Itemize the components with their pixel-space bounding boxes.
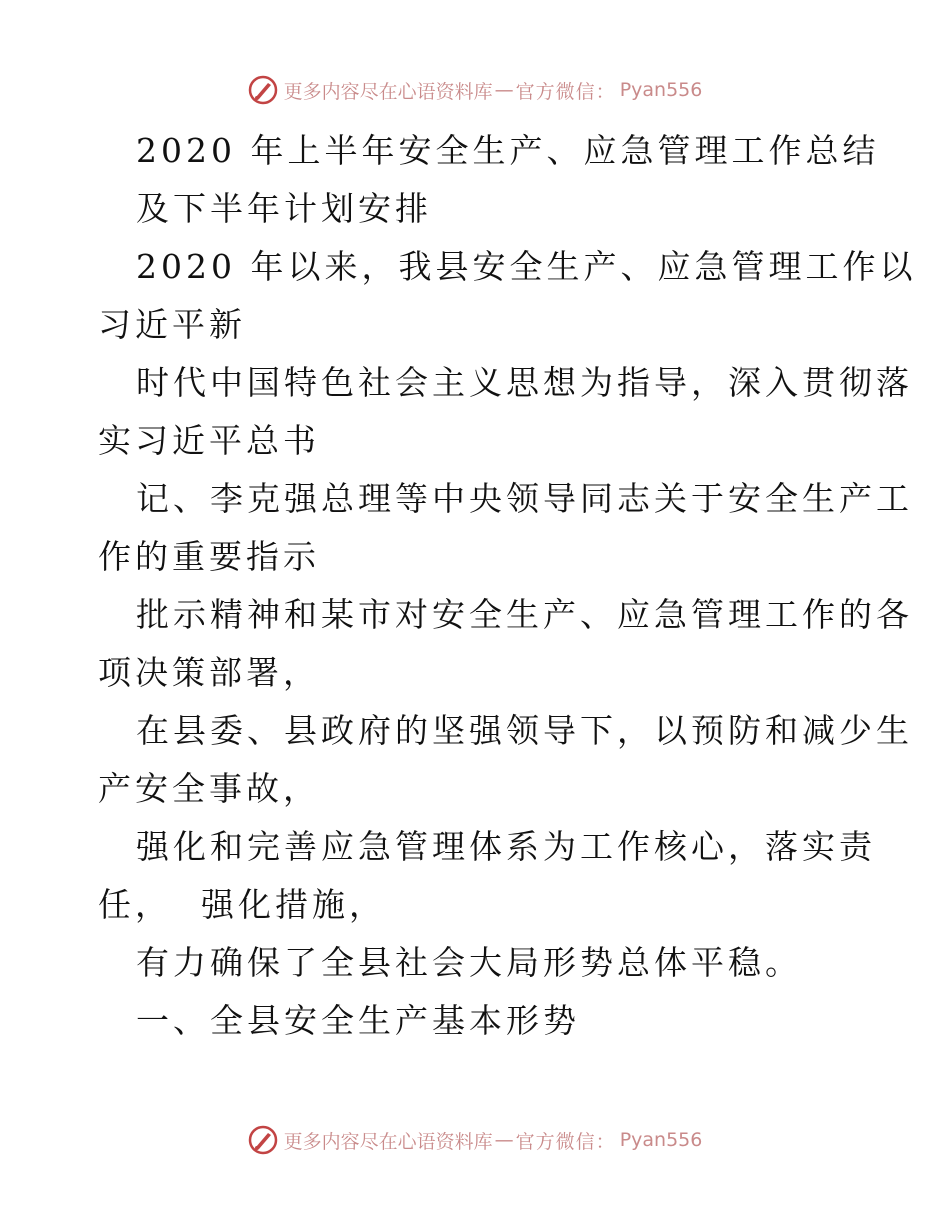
watermark-dash: —: [494, 1129, 514, 1151]
paragraph-line: 任， 强化措施，: [98, 885, 386, 924]
section-heading: 一、全县安全生产基本形势: [136, 1001, 580, 1040]
paragraph-line: 2020 年以来，我县安全生产、应急管理工作以: [136, 247, 917, 286]
paragraph-line: 产安全事故，: [98, 769, 320, 808]
paragraph-line: 习近平新: [98, 305, 246, 344]
watermark-wechat-label: 官方微信：: [515, 1130, 616, 1153]
paragraph-line: 项决策部署，: [98, 653, 320, 692]
watermark-main-text: 更多内容尽在心语资料库: [283, 1130, 493, 1153]
quill-logo-icon: [248, 75, 278, 105]
paragraph-line: 实习近平总书: [98, 421, 320, 460]
document-body: [98, 122, 917, 1050]
watermark-main-text: 更多内容尽在心语资料库: [283, 80, 493, 103]
paragraph-line: 作的重要指示: [98, 537, 320, 576]
watermark-header: [0, 70, 950, 110]
paragraph-line: 有力确保了全县社会大局形势总体平稳。: [136, 943, 802, 982]
title-line-2: 及下半年计划安排: [136, 189, 432, 228]
paragraph-line: 批示精神和某市对安全生产、应急管理工作的各: [136, 595, 913, 634]
paragraph-line: 强化和完善应急管理体系为工作核心，落实责: [136, 827, 876, 866]
watermark-wechat-id: Pyan556: [619, 79, 703, 101]
paragraph-line: 在县委、县政府的坚强领导下，以预防和减少生: [136, 711, 913, 750]
watermark-footer: [0, 1120, 950, 1160]
paragraph-line: 记、李克强总理等中央领导同志关于安全生产工: [136, 479, 913, 518]
title-line-1: 2020 年上半年安全生产、应急管理工作总结: [136, 131, 880, 170]
watermark-wechat-label: 官方微信：: [515, 80, 616, 103]
watermark-dash: —: [494, 79, 514, 101]
paragraph-line: 时代中国特色社会主义思想为指导，深入贯彻落: [136, 363, 913, 402]
watermark-wechat-id: Pyan556: [619, 1129, 703, 1151]
quill-logo-icon: [248, 1125, 278, 1155]
